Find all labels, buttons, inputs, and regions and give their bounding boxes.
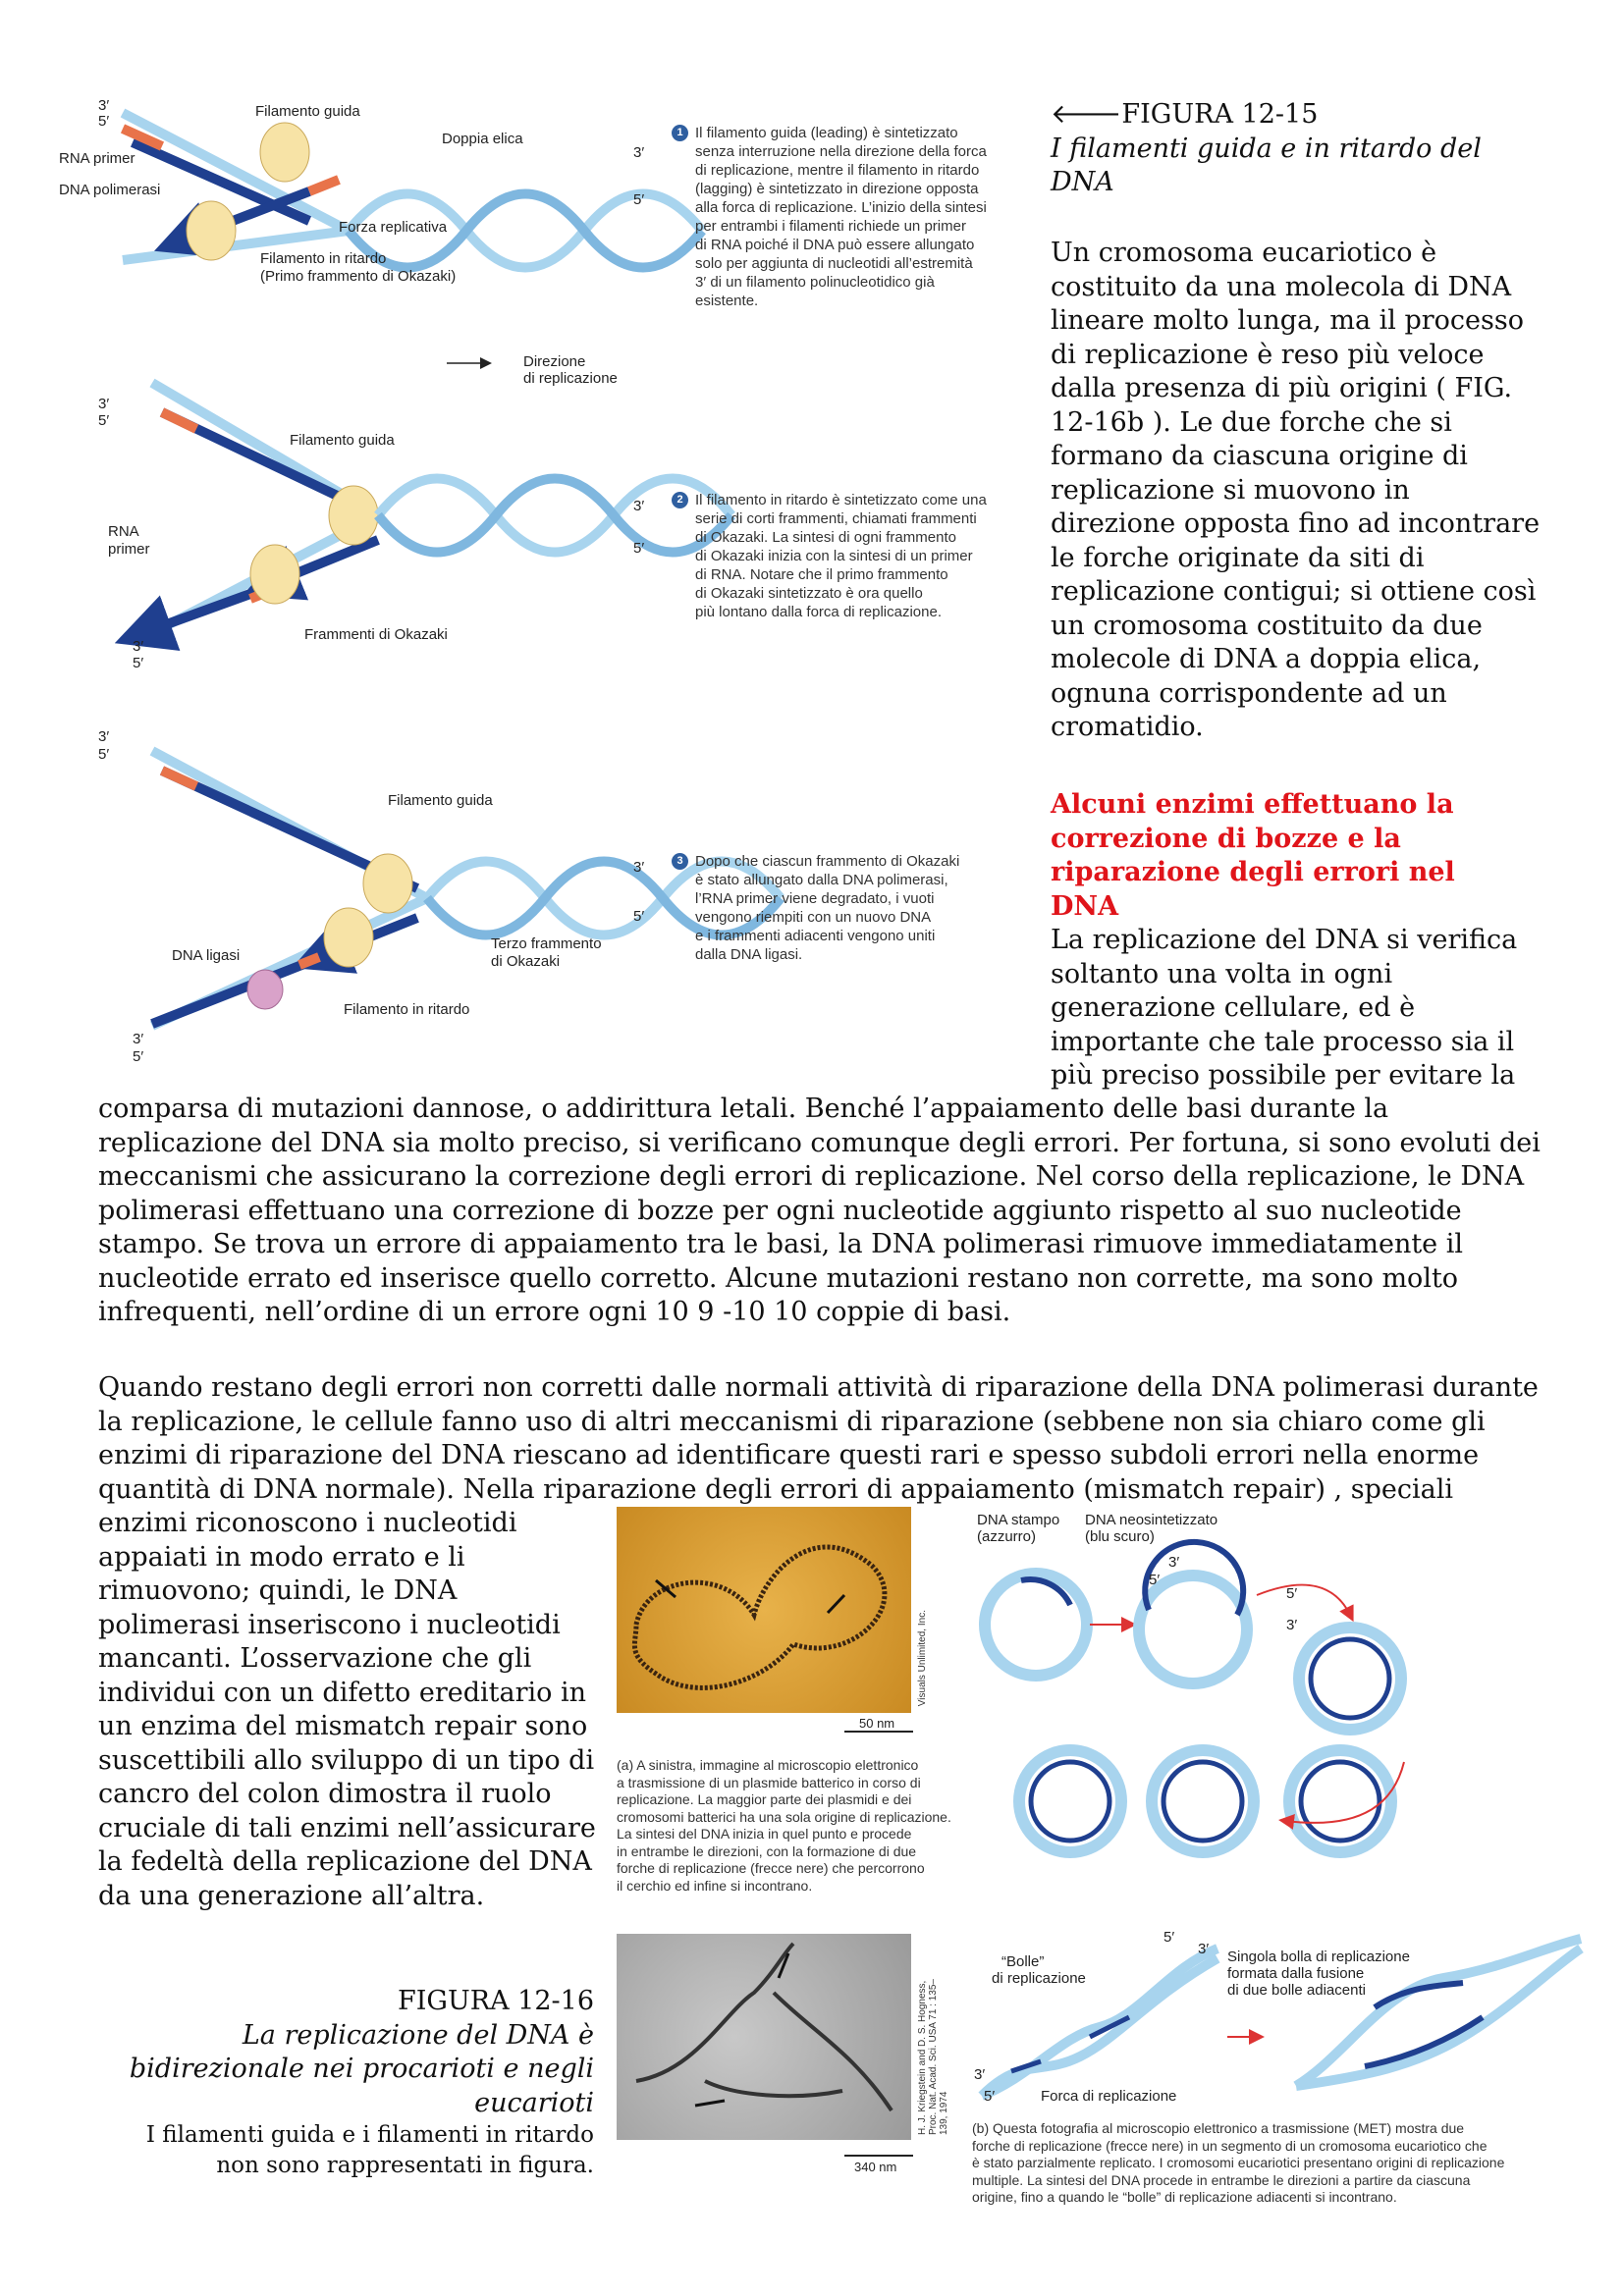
figure-subtitle: La replicazione del DNA è — [242, 2019, 594, 2051]
label-leading-2: Filamento guida — [290, 432, 395, 449]
figure-subtitle: bidirezionale nei procarioti e negli — [129, 2054, 594, 2084]
caption-line: forche di replicazione (frecce nere) che percorrono — [617, 1860, 925, 1876]
plasmid-image — [617, 1507, 911, 1713]
text-line: soltanto una volta in ogni — [1051, 958, 1393, 989]
text-line: Quando restano degli errori non corretti dalle normali attività di riparazione della DNA polimerasi durante — [98, 1372, 1539, 1403]
text-line: La replicazione del DNA si verifica — [1051, 925, 1518, 955]
label-5prime: 5′ — [1286, 1585, 1298, 1602]
figure-12-16-caption — [98, 1985, 594, 2181]
label-bubbles: “Bolle” — [1001, 1953, 1045, 1970]
caption-line: a trasmissione di un plasmide batterico in corso di — [617, 1774, 921, 1790]
text-line: cancro del colon dimostra il ruolo — [98, 1779, 552, 1809]
step-3-number: 3 — [672, 853, 688, 870]
label-lagging: Filamento in ritardo — [260, 250, 387, 267]
label-5prime: 5′ — [133, 655, 144, 671]
figure-subtitle: eucarioti — [474, 2087, 594, 2118]
caption-line: cromosomi batterici ha una sola origine di replicazione. — [617, 1808, 951, 1825]
step-line: (lagging) è sintetizzato in direzione opposta — [695, 181, 979, 197]
label-okazaki: Frammenti di Okazaki — [304, 626, 448, 643]
step-line: più lontano dalla forca di replicazione. — [695, 604, 942, 620]
figure-subtitle: DNA — [1051, 167, 1114, 197]
caption-line: multiple. La sintesi del DNA procede in entrambe le direzioni a partire da ciascuna — [972, 2171, 1471, 2188]
text-line: direzione opposta fino ad incontrare — [1051, 508, 1541, 539]
label-3prime-end: 3′ — [633, 498, 645, 514]
caption-line: origine, fino a quando le “bolle” di replicazione adiacenti si incontrano. — [972, 2189, 1397, 2205]
panel-1-diagram — [123, 113, 702, 268]
text-line: replicazione si muovono in — [1051, 474, 1410, 506]
step-line: di Okazaki. La sintesi di ogni frammento — [695, 529, 956, 546]
label-3prime: 3′ — [1286, 1617, 1298, 1633]
label-3prime: 3′ — [98, 396, 110, 412]
label-lagging-3: Filamento in ritardo — [344, 1001, 470, 1018]
text-line: un enzima del mismatch repair sono — [98, 1711, 588, 1741]
text-line: infrequenti, nell’ordine di un errore ogni 10 9 -10 10 coppie di basi. — [98, 1297, 1011, 1327]
figure-title: FIGURA 12-16 — [398, 1986, 594, 2016]
step-2-number: 2 — [672, 492, 688, 508]
text-line: mancanti. L’osservazione che gli — [98, 1643, 532, 1674]
label-3prime: 3′ — [98, 728, 110, 745]
label-new-dna-sub: (blu scuro) — [1085, 1528, 1155, 1545]
label-fork: Forza replicativa — [339, 219, 448, 236]
text-line: cruciale di tali enzimi nell’assicurare — [98, 1812, 596, 1843]
label-5prime-end: 5′ — [633, 540, 645, 557]
micrograph-a — [617, 1507, 911, 1713]
plasmid-diagram — [972, 1507, 1610, 1899]
label-fork-b: Forca di replicazione — [1041, 2088, 1177, 2105]
text-line: costituito da una molecola di DNA — [1051, 271, 1512, 302]
scale-bar-a — [844, 1731, 913, 1733]
text-line: la fedeltà della replicazione del DNA — [98, 1846, 592, 1877]
label-3prime: 3′ — [133, 1031, 144, 1047]
heading-line: DNA — [1051, 890, 1119, 922]
text-line: dalla presenza di più origini ( FIG. — [1051, 373, 1513, 403]
figure-note: non sono rappresentati in figura. — [216, 2153, 594, 2178]
left-column-paragraph — [98, 1507, 599, 1913]
step-line: senza interruzione nella direzione della forca — [695, 143, 987, 160]
text-line: polimerasi inseriscono i nucleotidi — [98, 1609, 561, 1640]
label-3prime: 3′ — [98, 97, 110, 114]
label-5prime-end: 5′ — [633, 191, 645, 208]
text-line: molecole di DNA a doppia elica, — [1051, 644, 1482, 674]
step-3-text — [676, 852, 1019, 964]
text-line: meccanismi che assicurano la correzione degli errori di replicazione. Nel corso della replicazione, le DNA — [98, 1161, 1525, 1192]
text-line: formano da ciascuna origine di — [1051, 441, 1468, 471]
label-3prime: 3′ — [133, 638, 144, 655]
step-line: esistente. — [695, 293, 759, 309]
text-line: nucleotide errato ed inserisce quello corretto. Alcune mutazioni restano non corrette, ma sono molto — [98, 1262, 1459, 1294]
step-line: l’RNA primer viene degradato, i vuoti — [695, 890, 935, 907]
label-template: DNA stampo — [977, 1512, 1060, 1528]
step-line: vengono riempiti con un nuovo DNA — [695, 909, 932, 926]
direction-label-2: di replicazione — [523, 370, 618, 387]
caption-line: (b) Questa fotografia al microscopio elettronico a trasmissione (MET) mostra due — [972, 2120, 1465, 2136]
section-heading — [1051, 788, 1610, 924]
caption-line: La sintesi del DNA inizia in quel punto e procede — [617, 1826, 912, 1842]
label-5prime: 5′ — [133, 1048, 144, 1065]
text-line: enzimi di riparazione del DNA riescano ad identificare questi rari e spesso subdoli errori nella enorme — [98, 1440, 1480, 1470]
text-line: di replicazione è reso più veloce — [1051, 339, 1485, 370]
label-new-dna: DNA neosintetizzato — [1085, 1512, 1218, 1528]
label-lagging-sub: (Primo frammento di Okazaki) — [260, 268, 457, 285]
step-line: dalla DNA ligasi. — [695, 946, 803, 963]
step-line: Il filamento guida (leading) è sintetizzato — [695, 125, 958, 141]
text-line: stampo. Se trova un errore di appaiamento tra le basi, la DNA polimerasi rimuove immediatamente il — [98, 1229, 1464, 1259]
text-line: quantità di DNA normale). Nella riparazione degli errori di appaiamento (mismatch repair) , speciali — [98, 1473, 1453, 1505]
heading-line: riparazione degli errori nel — [1051, 857, 1455, 887]
right-column-paragraph-2 — [1051, 924, 1610, 1094]
label-rna-2: RNA — [108, 523, 139, 540]
caption-panel-b — [972, 2120, 1600, 2207]
step-line: per entrambi i filamenti richiede un primer — [695, 218, 966, 235]
label-5prime-end: 5′ — [633, 908, 645, 925]
heading-line: Alcuni enzimi effettuano la — [1051, 789, 1454, 820]
text-line: la replicazione, le cellule fanno uso di altri meccanismi di riparazione (sebbene non sia chiaro come gli — [98, 1406, 1486, 1437]
chromosome-image — [617, 1934, 911, 2140]
label-5prime: 5′ — [984, 2088, 996, 2105]
text-line: più preciso possibile per evitare la — [1051, 1060, 1516, 1091]
micrograph-b — [617, 1934, 911, 2140]
text-line: 12-16b ). Le due forche che si — [1051, 406, 1452, 438]
caption-line: forche di replicazione (frecce nere) in un segmento di un cromosoma eucariotico che — [972, 2137, 1488, 2154]
step-1-number: 1 — [672, 125, 688, 141]
label-single-bubble: Singola bolla di replicazione — [1227, 1949, 1410, 1965]
step-line: di RNA. Notare che il primo frammento — [695, 566, 948, 583]
figure-subtitle: I filamenti guida e in ritardo del — [1051, 133, 1482, 164]
step-line: di Okazaki inizia con la sintesi di un primer — [695, 548, 973, 564]
text-line: importante che tale processo sia il — [1051, 1026, 1515, 1057]
label-3prime: 3′ — [1168, 1554, 1180, 1571]
caption-line: in entrambe le direzioni, con la formazione di due — [617, 1842, 917, 1859]
label-5prime: 5′ — [1149, 1572, 1161, 1588]
figure-12-15-caption — [1051, 98, 1600, 200]
credit-a: Visuals Unlimited, Inc. — [917, 1610, 928, 1707]
caption-line: è stato parzialmente replicato. I cromosomi eucariotici presentano origini di replicazione — [972, 2155, 1505, 2170]
text-line: enzimi riconoscono i nucleotidi — [98, 1508, 517, 1538]
text-line: Un cromosoma eucariotico è — [1051, 238, 1437, 268]
label-dna-polymerase: DNA polimerasi — [59, 182, 161, 198]
label-leading: Filamento guida — [255, 103, 360, 120]
text-line: individui con un difetto ereditario in — [98, 1677, 586, 1708]
step-line: Il filamento in ritardo è sintetizzato come una — [695, 492, 987, 508]
label-rna-primer: RNA primer — [59, 150, 135, 167]
text-line: suscettibili allo sviluppo di un tipo di — [98, 1744, 595, 1776]
text-line: ognuna corrispondente ad un — [1051, 677, 1447, 709]
text-line: comparsa di mutazioni dannose, o addirittura letali. Benché l’appaiamento delle basi durante la — [98, 1094, 1389, 1124]
text-line: polimerasi effettuano una correzione di bozze per ogni nucleotide aggiunto rispetto al suo nucleotide — [98, 1195, 1462, 1226]
label-single-bubble-2: formata dalla fusione — [1227, 1965, 1365, 1982]
label-double-helix: Doppia elica — [442, 131, 523, 147]
label-primer-2: primer — [108, 541, 150, 558]
text-line: cromatidio. — [1051, 712, 1204, 742]
caption-panel-a — [617, 1757, 990, 1895]
label-bubbles-sub: di replicazione — [992, 1970, 1086, 1987]
step-1-text — [676, 124, 1019, 310]
label-ligase: DNA ligasi — [172, 947, 241, 964]
step-line: di replicazione, mentre il filamento in ritardo — [695, 162, 980, 179]
text-line: replicazione del DNA sia molto preciso, si verificano comunque degli errori. Per fortuna, si sono evoluti dei — [98, 1127, 1541, 1158]
plasmid-circles — [972, 1507, 1610, 1899]
figure-note: I filamenti guida e i filamenti in ritardo — [145, 2122, 594, 2148]
text-line: lineare molto lunga, ma il processo — [1051, 305, 1524, 336]
label-5prime: 5′ — [98, 746, 110, 763]
label-5prime: 5′ — [1163, 1929, 1175, 1946]
step-2-text — [676, 491, 1029, 621]
label-3prime-end: 3′ — [633, 144, 645, 161]
step-line: è stato allungato dalla DNA polimerasi, — [695, 872, 948, 888]
heading-line: correzione di bozze e la — [1051, 823, 1401, 854]
direction-label-1: Direzione — [523, 353, 586, 370]
text-line: replicazione contigui; si ottiene così — [1051, 576, 1537, 607]
label-3prime: 3′ — [974, 2066, 986, 2083]
label-third-fragment: Terzo frammento — [491, 935, 602, 952]
text-line: appaiati in modo errato e li — [98, 1541, 465, 1573]
step-line: solo per aggiunta di nucleotidi all’estremità — [695, 255, 973, 272]
text-line: generazione cellulare, ed è — [1051, 992, 1416, 1023]
label-leading-3: Filamento guida — [388, 792, 493, 809]
scale-label-a: 50 nm — [859, 1716, 895, 1731]
step-line: di Okazaki sintetizzato è ora quello — [695, 585, 923, 602]
scale-label-b: 340 nm — [854, 2160, 897, 2174]
step-line: serie di corti frammenti, chiamati frammenti — [695, 510, 977, 527]
step-line: 3′ di un filamento polinucleotidico già — [695, 274, 935, 291]
label-3prime: 3′ — [1198, 1941, 1210, 1957]
text-line: un cromosoma costituito da due — [1051, 610, 1483, 641]
label-third-fragment-2: di Okazaki — [491, 953, 561, 970]
label-3prime-end: 3′ — [633, 859, 645, 876]
text-line: le forche originate da siti di — [1051, 542, 1425, 573]
label-single-bubble-3: di due bolle adiacenti — [1227, 1982, 1366, 1999]
scale-bar-b — [844, 2155, 913, 2157]
text-line: da una generazione all’altra. — [98, 1880, 485, 1911]
paragraph-2 — [98, 1371, 1600, 1507]
right-column-paragraph — [1051, 237, 1610, 745]
step-line: e i frammenti adiacenti vengono uniti — [695, 928, 936, 944]
figure-title: 🡐FIGURA 12-15 — [1051, 99, 1319, 130]
text-line: rimuovono; quindi, le DNA — [98, 1575, 458, 1606]
caption-line: replicazione. La maggior parte dei plasmidi e dei — [617, 1791, 912, 1807]
label-5prime: 5′ — [98, 113, 110, 130]
credit-b: H. J. Kriegstein and D. S. Hogness, Proc. Nat. Acad. Sci. USA 71 : 135–139, 1974 — [917, 1979, 949, 2135]
paragraph-1 — [98, 1093, 1600, 1330]
caption-line: il cerchio ed infine si incontrano. — [617, 1877, 813, 1894]
step-line: Dopo che ciascun frammento di Okazaki — [695, 853, 960, 870]
step-line: di RNA poiché il DNA può essere allungato — [695, 237, 975, 253]
label-template-sub: (azzurro) — [977, 1528, 1037, 1545]
step-line: alla forca di replicazione. L’inizio della sintesi — [695, 199, 987, 216]
label-5prime: 5′ — [98, 412, 110, 429]
bubble-diagram — [972, 1929, 1610, 2106]
caption-line: (a) A sinistra, immagine al microscopio elettronico — [617, 1757, 919, 1773]
